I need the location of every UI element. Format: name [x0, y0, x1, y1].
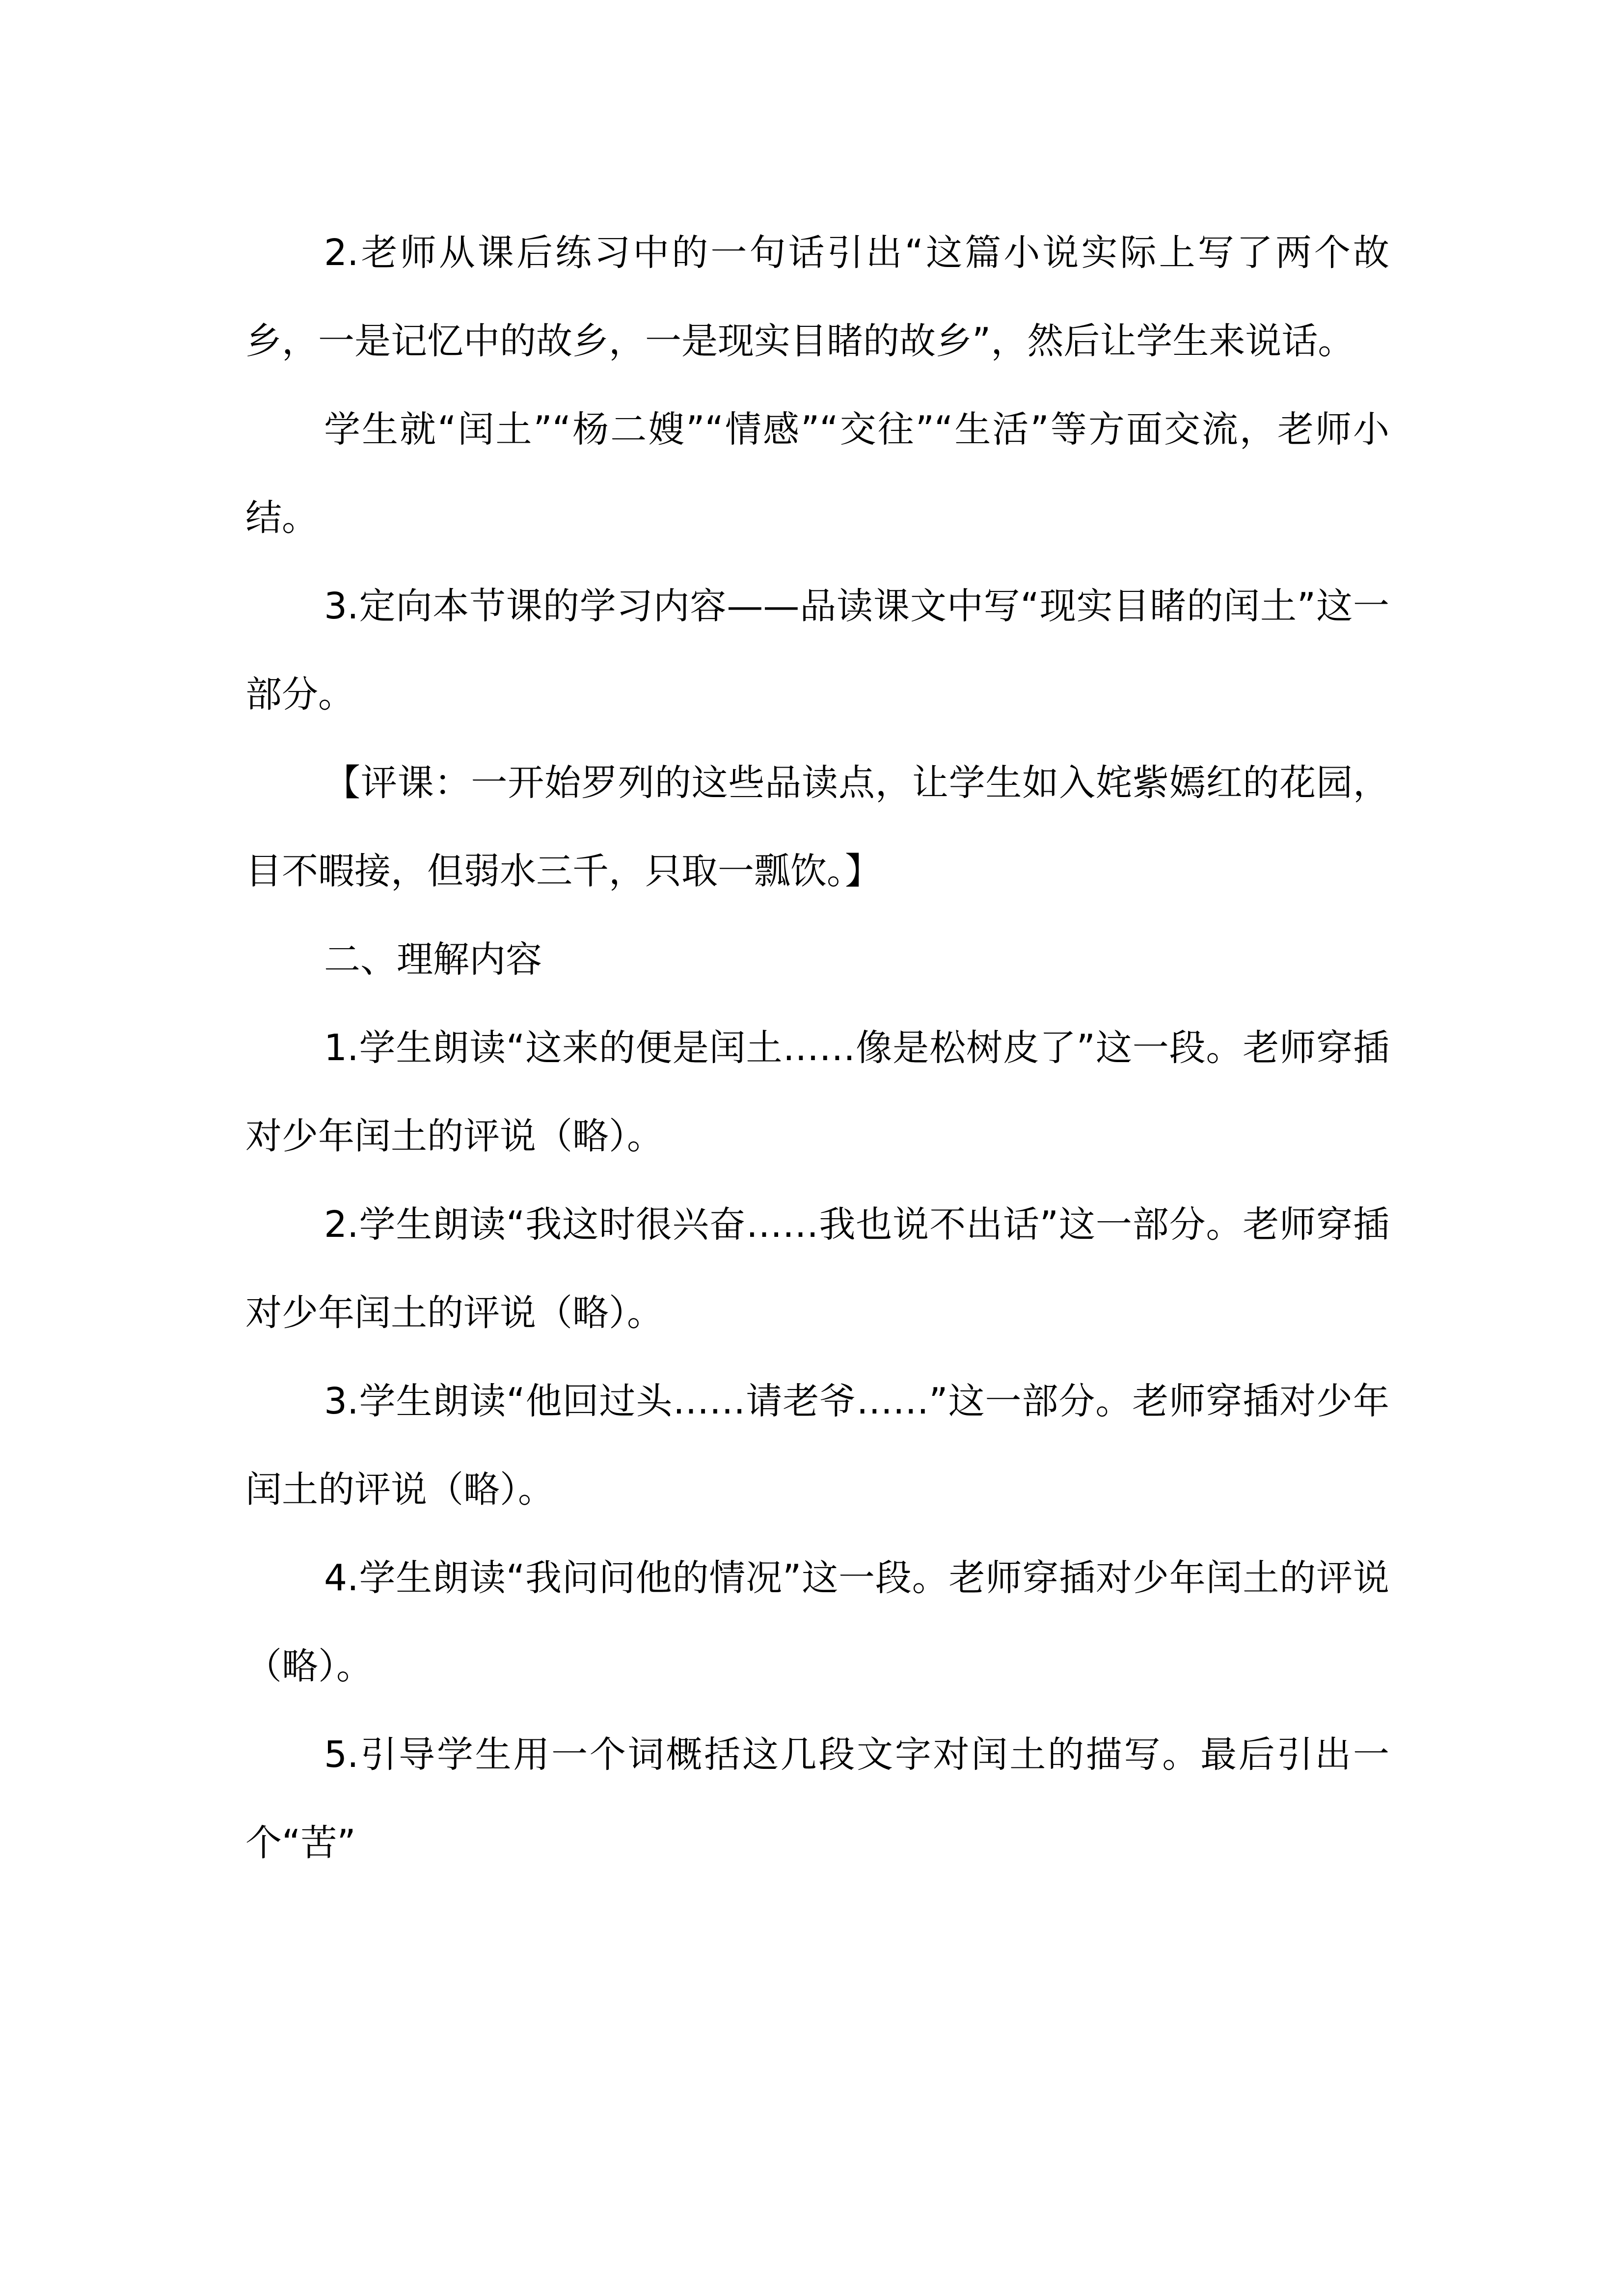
document-body: [245, 209, 1389, 1887]
paragraph-8: 3.学生朗读“他回过头……请老爷……”这一部分。老师穿插对少年闰土的评说（略）。: [245, 1380, 1389, 1511]
paragraph-2: 学生就“闰土”“杨二嫂”“情感”“交往”“生活”等方面交流，老师小结。: [245, 408, 1389, 539]
paragraph-4: 【评课：一开始罗列的这些品读点，让学生如入姹紫嫣红的花园，目不暇接，但弱水三千，只取一瓢饮。】: [245, 762, 1389, 892]
paragraph-3: 3.定向本节课的学习内容——品读课文中写“现实目睹的闰土”这一部分。: [245, 585, 1389, 716]
paragraph-9: 4.学生朗读“我问问他的情况”这一段。老师穿插对少年闰土的评说（略）。: [245, 1557, 1389, 1687]
paragraph-10: 5.引导学生用一个词概括这几段文字对闰土的描写。最后引出一个“苦”: [245, 1734, 1389, 1864]
paragraph-1: 2.老师从课后练习中的一句话引出“这篇小说实际上写了两个故乡，一是记忆中的故乡，一是现实目睹的故乡”，然后让学生来说话。: [245, 232, 1389, 362]
section-heading: 二、理解内容: [324, 938, 542, 981]
paragraph-6: 1.学生朗读“这来的便是闰土……像是松树皮了”这一段。老师穿插对少年闰土的评说（略）。: [245, 1027, 1389, 1157]
paragraph-7: 2.学生朗读“我这时很兴奋……我也说不出话”这一部分。老师穿插对少年闰土的评说（略）。: [245, 1203, 1389, 1334]
